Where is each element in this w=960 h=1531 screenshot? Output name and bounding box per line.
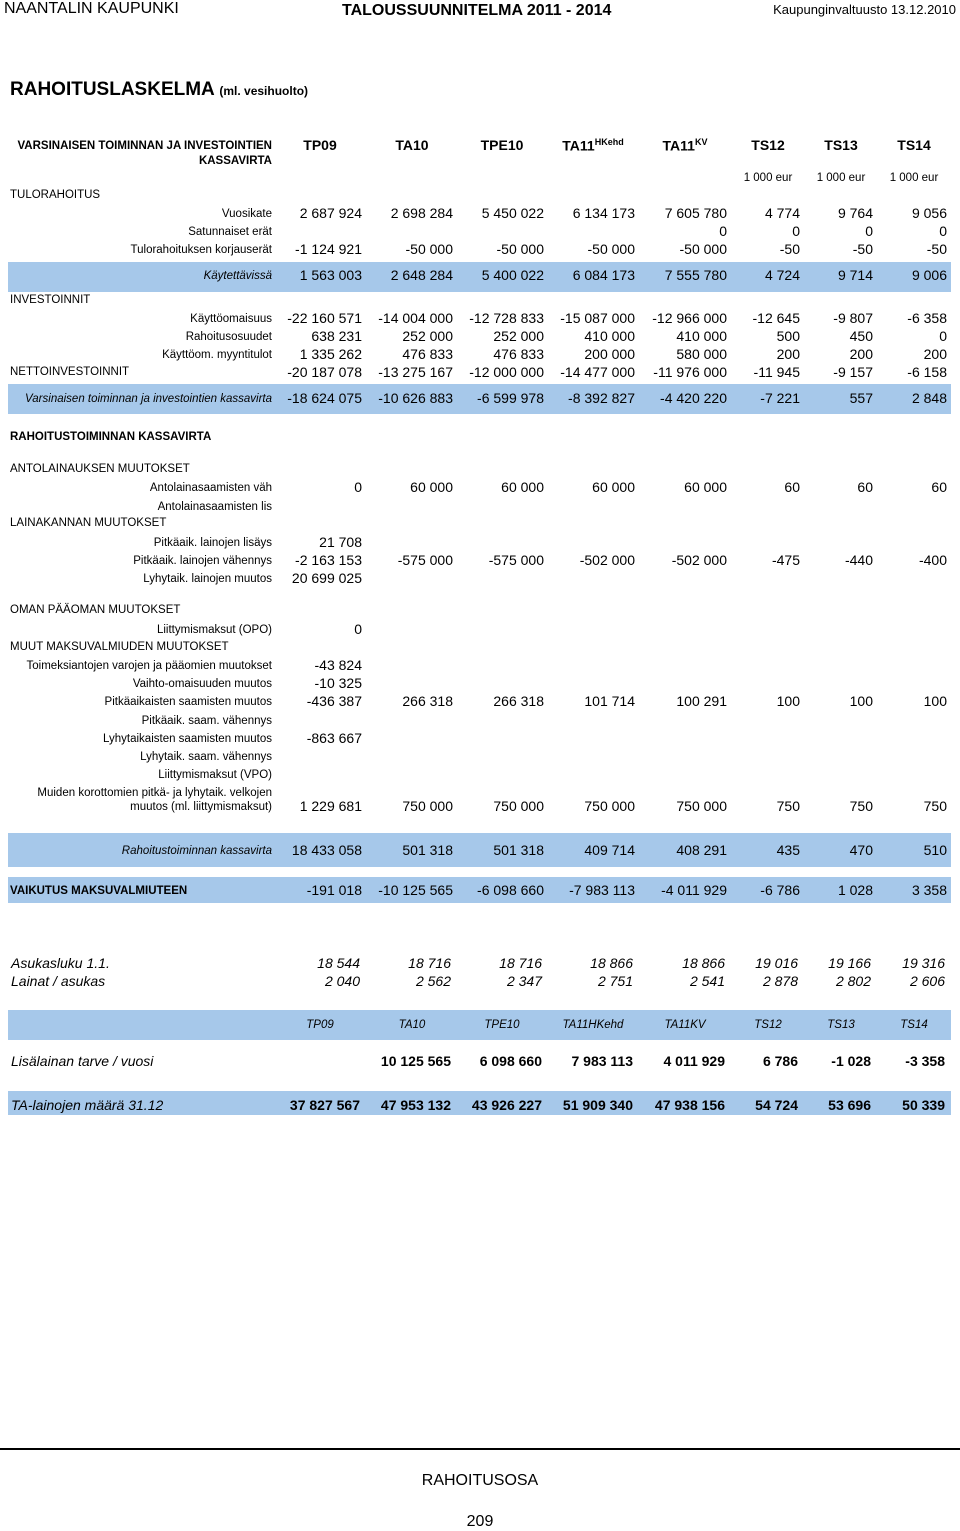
row-label: Toimeksiantojen varojen ja pääomien muutokset: [26, 660, 272, 672]
page-title-main: RAHOITUSLASKELMA: [10, 79, 215, 100]
row-value: 18 433 058: [291, 842, 362, 858]
row-value: 1 335 262: [299, 346, 362, 362]
column-header-0: [270, 137, 370, 153]
page-number: 209: [466, 1513, 494, 1530]
row-value: 450: [849, 328, 873, 344]
row-label: Antolainasaamisten väh: [149, 482, 272, 494]
table-heading-line2: KASSAVIRTA: [198, 155, 272, 167]
column2-header-6: TS13: [827, 1019, 855, 1031]
row-value: 476 833: [402, 346, 453, 362]
extra-value-lisalaina: 4 011 929: [663, 1053, 725, 1069]
row-value: -10 325: [314, 675, 362, 691]
row-label: Muiden korottomien pitkä- ja lyhytaik. velkojen: [37, 787, 272, 799]
column2-header-4: TA11KV: [664, 1019, 706, 1031]
column-header-text: TPE10: [480, 137, 524, 153]
table-heading-line1: VARSINAISEN TOIMINNAN JA INVESTOINTIEN: [17, 140, 272, 152]
extra-value-asukasluku: 18 866: [590, 955, 633, 971]
row-value: -50 000: [587, 241, 635, 257]
row-value: 408 291: [676, 842, 727, 858]
document-date: Kaupunginvaltuusto 13.12.2010: [773, 2, 956, 17]
row-value: -14 004 000: [378, 310, 453, 326]
row-value: -4 420 220: [660, 390, 727, 406]
row-value: 0: [865, 223, 873, 239]
extra-value-asukasluku: 18 716: [499, 955, 542, 971]
row-value: 0: [792, 223, 800, 239]
row-label: Pitkäaik. lainojen lisäys: [153, 537, 272, 549]
extra-value-asukasluku: 19 316: [902, 955, 945, 971]
row-label: Lyhytaik. lainojen muutos: [143, 573, 272, 585]
row-value: -6 599 978: [477, 390, 544, 406]
row-value: -10 626 883: [378, 390, 453, 406]
row-value: 435: [776, 842, 800, 858]
row-value: -400: [918, 552, 947, 568]
row-value: -12 966 000: [652, 310, 727, 326]
row-label: Liittymismaksut (OPO): [156, 624, 272, 636]
column2-header-1: TA10: [398, 1019, 426, 1031]
row-label: Varsinaisen toiminnan ja investointien kassavirta: [25, 393, 272, 405]
row-value: -11 976 000: [653, 364, 727, 380]
row-value: 200: [923, 346, 947, 362]
section-lainakanta: LAINAKANNAN MUUTOKSET: [10, 517, 167, 529]
row-value: -7 983 113: [569, 882, 635, 898]
row-value: -13 275 167: [378, 364, 453, 380]
column-header-text: TA11: [662, 137, 695, 154]
row-value: -502 000: [579, 552, 635, 568]
row-value: -20 187 078: [287, 364, 362, 380]
row-value: 200: [849, 346, 873, 362]
row-value: -191 018: [306, 882, 362, 898]
section-tulorahoitus: TULORAHOITUS: [10, 189, 101, 201]
row-value: -11 945: [753, 364, 800, 380]
row-value: -502 000: [671, 552, 727, 568]
row-value: -4 011 929: [661, 882, 727, 898]
column2-header-3: TA11HKehd: [562, 1019, 624, 1031]
row-value: 750: [776, 798, 800, 814]
row-value: -9 157: [833, 364, 873, 380]
row-label-cont: muutos (ml. liittymismaksut): [130, 801, 272, 813]
row-value: 60 000: [501, 479, 544, 495]
row-value: 750: [849, 798, 873, 814]
row-value: -12 000 000: [469, 364, 544, 380]
row-value: -575 000: [488, 552, 544, 568]
column-header-sup: KV: [694, 137, 708, 147]
column-header-7: [864, 137, 960, 153]
row-label: Vaihto-omaisuuden muutos: [132, 678, 272, 690]
row-value: 4 774: [764, 205, 800, 221]
row-value: 2 648 284: [390, 267, 453, 283]
row-value: -50 000: [679, 241, 727, 257]
row-value: 1 229 681: [299, 798, 362, 814]
extra-value-lainat: 2 878: [762, 973, 798, 989]
table-heading-label: [10, 139, 272, 169]
row-value: 60: [857, 479, 873, 495]
row-value: -12 645: [752, 310, 800, 326]
row-value: 4 724: [764, 267, 800, 283]
column-header-text: TA10: [395, 137, 429, 153]
extra-label-ta_lainat: TA-lainojen määrä 31.12: [11, 1097, 164, 1113]
row-label: Pitkäaik. lainojen vähennys: [133, 555, 272, 567]
row-value: 200: [776, 346, 800, 362]
extra-value-lainat: 2 562: [415, 973, 451, 989]
row-value: 0: [939, 328, 947, 344]
column-header-text: TS14: [897, 137, 931, 153]
row-value: -12 728 833: [469, 310, 544, 326]
row-value: 410 000: [676, 328, 727, 344]
row-label: Liittymismaksut (VPO): [158, 769, 272, 781]
row-value: -9 807: [833, 310, 873, 326]
extra-value-lainat: 2 751: [597, 973, 633, 989]
row-value: -22 160 571: [287, 310, 362, 326]
row-value: -50: [779, 241, 800, 257]
row-value: 750: [923, 798, 947, 814]
extra-label-asukasluku: Asukasluku 1.1.: [11, 955, 110, 971]
row-value: 266 318: [493, 693, 544, 709]
row-label: Vuosikate: [221, 208, 272, 220]
row-value: 9 056: [911, 205, 947, 221]
extra-value-ta_lainat: 47 938 156: [654, 1097, 725, 1113]
row-value: 21 708: [319, 534, 362, 550]
column2-header-7: TS14: [900, 1019, 928, 1031]
row-value: 3 358: [911, 882, 947, 898]
row-value: 409 714: [584, 842, 635, 858]
row-value: 252 000: [493, 328, 544, 344]
extra-value-lisalaina: 6 098 660: [479, 1053, 542, 1069]
extra-value-asukasluku: 18 544: [317, 955, 360, 971]
extra-value-ta_lainat: 43 926 227: [471, 1097, 542, 1113]
row-value: -575 000: [397, 552, 453, 568]
row-value: 0: [354, 479, 362, 495]
row-value: 580 000: [676, 346, 727, 362]
extra-value-lainat: 2 802: [835, 973, 871, 989]
row-value: 5 400 022: [481, 267, 544, 283]
row-value: -8 392 827: [568, 390, 635, 406]
extra-value-lainat: 2 347: [506, 973, 542, 989]
row-value: 0: [354, 621, 362, 637]
extra-value-lisalaina: -1 028: [831, 1053, 871, 1069]
column-header-text: TS13: [824, 137, 858, 153]
row-value: 60 000: [592, 479, 635, 495]
row-value: -18 624 075: [287, 390, 362, 406]
row-label: Satunnaiset erät: [188, 226, 272, 238]
row-value: 100: [849, 693, 873, 709]
row-value: 7 555 780: [664, 267, 727, 283]
section-investoinnit: INVESTOINNIT: [10, 294, 91, 306]
row-value: 100: [776, 693, 800, 709]
row-value: -2 163 153: [295, 552, 362, 568]
extra-value-lisalaina: 7 983 113: [571, 1053, 633, 1069]
row-value: -50: [926, 241, 947, 257]
page-title: [10, 79, 308, 101]
section-oma-paaoma: OMAN PÄÄOMAN MUUTOKSET: [10, 604, 181, 616]
row-value: 0: [719, 223, 727, 239]
row-value: 2 848: [911, 390, 947, 406]
row-value: 6 084 173: [572, 267, 635, 283]
row-label: Käyttöom. myyntitulot: [162, 349, 272, 361]
extra-value-lisalaina: 10 125 565: [380, 1053, 451, 1069]
row-value: -6 786: [760, 882, 800, 898]
extra-value-lainat: 2 040: [324, 973, 360, 989]
row-value: 60: [931, 479, 947, 495]
row-value: -50 000: [496, 241, 544, 257]
section-nettoinvestoinnit: NETTOINVESTOINNIT: [10, 366, 130, 378]
row-value: -50: [852, 241, 873, 257]
row-label: Käytettävissä: [203, 270, 272, 282]
row-value: 9 006: [911, 267, 947, 283]
extra-value-ta_lainat: 50 339: [902, 1097, 945, 1113]
row-value: 557: [849, 390, 873, 406]
row-value: 501 318: [493, 842, 544, 858]
column-header-text: TS12: [751, 137, 785, 153]
row-value: 750 000: [584, 798, 635, 814]
row-value: 60 000: [410, 479, 453, 495]
column-header-sup: HKehd: [594, 137, 624, 147]
row-value: -440: [844, 552, 873, 568]
row-label: Pitkäaikaisten saamisten muutos: [104, 696, 272, 708]
row-value: 6 134 173: [572, 205, 635, 221]
unit-label: 1 000 eur: [816, 172, 866, 184]
row-value: -15 087 000: [560, 310, 635, 326]
row-value: 2 687 924: [299, 205, 362, 221]
extra-label-lisalaina: Lisälainan tarve / vuosi: [11, 1053, 154, 1069]
row-value: -6 158: [907, 364, 947, 380]
column-header-text: TP09: [303, 137, 337, 153]
row-label: Rahoitustoiminnan kassavirta: [121, 845, 272, 857]
section-muut-maksuval: MUUT MAKSUVALMIUDEN MUUTOKSET: [10, 641, 229, 653]
row-value: 60 000: [684, 479, 727, 495]
row-value: -43 824: [314, 657, 362, 673]
column2-header-0: TP09: [306, 1019, 334, 1031]
row-value: 20 699 025: [291, 570, 362, 586]
row-label: Antolainasaamisten lis: [157, 501, 272, 513]
document-title: TALOUSSUUNNITELMA 2011 - 2014: [342, 2, 612, 19]
row-label: Pitkäaik. saam. vähennys: [141, 715, 272, 727]
row-value: 9 764: [837, 205, 873, 221]
extra-value-lisalaina: -3 358: [905, 1053, 945, 1069]
row-value: 2 698 284: [390, 205, 453, 221]
footer-section: RAHOITUSOSA: [421, 1472, 539, 1489]
section-antolainaus: ANTOLAINAUKSEN MUUTOKSET: [10, 463, 190, 475]
row-value: 200 000: [584, 346, 635, 362]
row-label: Tulorahoituksen korjauserät: [130, 244, 272, 256]
row-value: -475: [771, 552, 800, 568]
unit-label: 1 000 eur: [889, 172, 939, 184]
extra-value-asukasluku: 18 866: [682, 955, 725, 971]
row-label: Lyhytaikaisten saamisten muutos: [103, 733, 272, 745]
row-value: -14 477 000: [560, 364, 635, 380]
column-header-1: [362, 137, 462, 153]
row-value: -7 221: [760, 390, 800, 406]
row-value: 510: [923, 842, 947, 858]
row-value: 750 000: [402, 798, 453, 814]
row-value: -10 125 565: [378, 882, 453, 898]
extra-value-lisalaina: 6 786: [762, 1053, 798, 1069]
extra-value-lainat: 2 606: [909, 973, 945, 989]
extra-value-asukasluku: 19 166: [828, 955, 871, 971]
row-label: Rahoitusosuudet: [185, 331, 272, 343]
row-value: 638 231: [311, 328, 362, 344]
row-value: 410 000: [584, 328, 635, 344]
section-rahoitus-kassavirta: RAHOITUSTOIMINNAN KASSAVIRTA: [10, 431, 212, 443]
row-value: 9 714: [837, 267, 873, 283]
column2-header-2: TPE10: [484, 1019, 520, 1031]
row-value: -6 098 660: [477, 882, 544, 898]
org-name: NAANTALIN KAUPUNKI: [4, 0, 179, 17]
row-value: 750 000: [676, 798, 727, 814]
extra-value-asukasluku: 18 716: [408, 955, 451, 971]
extra-label-lainat: Lainat / asukas: [11, 973, 106, 989]
row-value: -50 000: [405, 241, 453, 257]
unit-label: 1 000 eur: [743, 172, 793, 184]
row-value: -6 358: [907, 310, 947, 326]
row-value: 100: [923, 693, 947, 709]
row-value: 1 028: [837, 882, 873, 898]
row-label: Lyhytaik. saam. vähennys: [140, 751, 272, 763]
extra-value-ta_lainat: 37 827 567: [289, 1097, 360, 1113]
row-value: 60: [784, 479, 800, 495]
footer-rule: [0, 1448, 960, 1450]
column-header-2: [452, 137, 552, 153]
row-label: VAIKUTUS MAKSUVALMIUTEEN: [10, 885, 188, 897]
page-title-sub: (ml. vesihuolto): [219, 84, 309, 98]
row-value: 266 318: [402, 693, 453, 709]
extra-value-ta_lainat: 54 724: [755, 1097, 798, 1113]
row-value: 470: [849, 842, 873, 858]
row-value: 476 833: [493, 346, 544, 362]
row-value: 101 714: [584, 693, 635, 709]
column2-header-5: TS12: [754, 1019, 782, 1031]
row-value: 252 000: [402, 328, 453, 344]
row-value: -863 667: [306, 730, 362, 746]
row-value: -436 387: [306, 693, 362, 709]
row-label: Käyttöomaisuus: [190, 313, 272, 325]
column-header-text: TA11: [562, 137, 595, 154]
extra-value-asukasluku: 19 016: [755, 955, 798, 971]
extra-value-ta_lainat: 47 953 132: [380, 1097, 451, 1113]
row-value: 100 291: [676, 693, 727, 709]
row-value: 5 450 022: [481, 205, 544, 221]
row-value: -1 124 921: [295, 241, 362, 257]
row-value: 1 563 003: [299, 267, 362, 283]
row-value: 501 318: [402, 842, 453, 858]
extra-value-ta_lainat: 51 909 340: [562, 1097, 633, 1113]
row-value: 750 000: [493, 798, 544, 814]
column-header-3: [543, 137, 643, 154]
row-value: 0: [939, 223, 947, 239]
row-value: 7 605 780: [664, 205, 727, 221]
extra-value-lainat: 2 541: [689, 973, 725, 989]
extra-value-ta_lainat: 53 696: [828, 1097, 871, 1113]
row-value: 500: [776, 328, 800, 344]
